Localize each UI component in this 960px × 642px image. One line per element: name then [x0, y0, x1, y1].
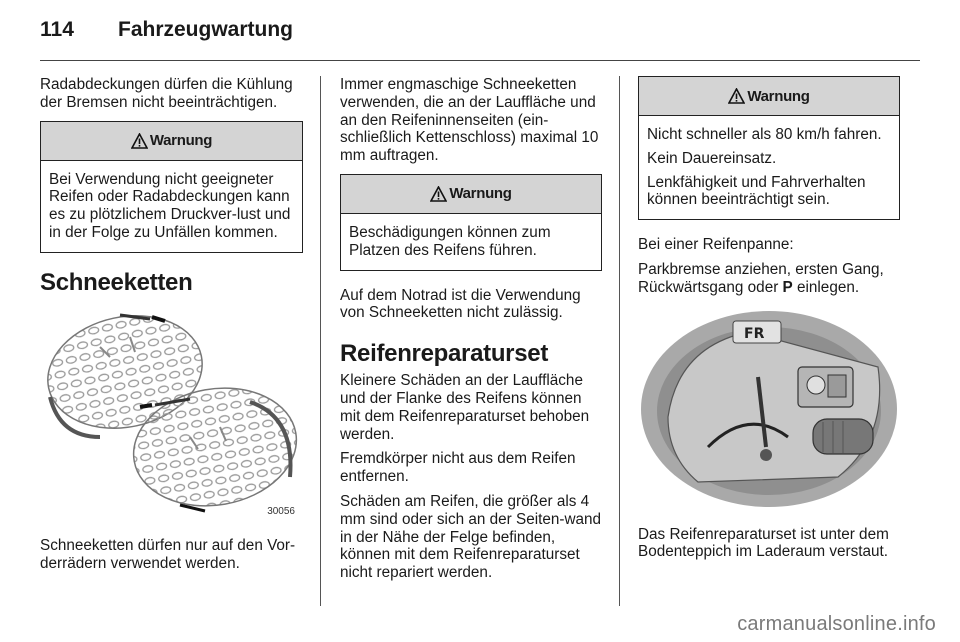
snow-chains-figure	[40, 307, 303, 521]
fr-label: FR	[744, 325, 765, 342]
repair-kit-illustration	[638, 307, 900, 512]
warning-line-2: Kein Dauereinsatz.	[647, 149, 777, 167]
repair-kit-paragraph-2: Fremdkörper nicht aus dem Reifen entfernen.	[340, 450, 576, 486]
column-2	[340, 76, 602, 589]
warning-line-1: Nicht schneller als 80 km/h fahren.	[647, 126, 882, 143]
warning-body	[341, 214, 601, 270]
instruction-text-after: einlegen.	[792, 278, 860, 296]
warning-header	[41, 122, 302, 161]
column-1	[40, 76, 303, 579]
repair-kit-paragraph-1: Kleinere Schäden an der Lauffläche und der Flanke des Reifens können mit dem Reifenreparaturset behoben werden.	[340, 372, 590, 443]
warning-line-3: Lenkfähigkeit und Fahrverhalten können beeinträchtigt sein.	[647, 173, 866, 209]
warning-box-3	[638, 76, 900, 220]
warning-text: Beschädigungen können zum Platzen des Reifens führen.	[349, 223, 551, 259]
repair-kit-caption: Das Reifenreparaturset ist unter dem Bodenteppich im Laderaum verstaut.	[638, 525, 889, 561]
warning-header	[639, 77, 899, 116]
warning-title: Warnung	[449, 185, 512, 203]
warning-triangle-icon	[728, 88, 745, 104]
warning-body	[41, 161, 302, 252]
spare-wheel-paragraph: Auf dem Notrad ist die Verwendung von Schneeketten nicht zulässig.	[340, 286, 581, 322]
section-title-schneeketten: Schneeketten	[40, 268, 193, 296]
instruction-text-before: Parkbremse anziehen, ersten Gang, Rückwärtsgang oder	[638, 260, 884, 296]
warning-triangle-icon	[131, 133, 148, 149]
gear-key-p: P	[782, 278, 793, 296]
warning-text: Bei Verwendung nicht geeigneter Reifen oder Radabdeckungen kann es zu plötzlichem Druckver-lust und in der Folge zu Unfällen kommen.	[49, 170, 291, 241]
watermark: carmanualsonline.info	[737, 613, 936, 635]
header-rule	[40, 60, 920, 61]
chains-paragraph: Immer engmaschige Schneeketten verwenden, die an der Lauffläche und an den Reifeninnenseiten (ein-schließlich Kettenschloss) maximal 10 mm auftragen.	[340, 76, 599, 165]
warning-box-2	[340, 174, 602, 271]
flat-tyre-heading: Bei einer Reifenpanne:	[638, 236, 794, 254]
intro-paragraph: Radabdeckungen dürfen die Kühlung der Bremsen nicht beeinträchtigen.	[40, 76, 293, 111]
warning-title: Warnung	[149, 132, 213, 150]
column-divider-2	[619, 76, 620, 606]
warning-body	[639, 116, 899, 219]
repair-kit-paragraph-3: Schäden am Reifen, die größer als 4 mm sind oder sich an der Seiten-wand in der Nähe der Felge befinden, können mit dem Reifenreparaturset nicht repariert werden.	[340, 492, 602, 582]
page-number: 114	[40, 18, 74, 41]
column-3	[638, 76, 900, 568]
warning-box-1	[40, 121, 303, 253]
column-divider-1	[320, 76, 321, 606]
warning-title: Warnung	[747, 87, 810, 105]
snow-chains-caption: Schneeketten dürfen nur auf den Vor-derrädern verwendet werden.	[40, 536, 296, 572]
snow-chains-illustration	[40, 307, 303, 521]
repair-kit-figure	[638, 307, 900, 512]
warning-header	[341, 175, 601, 214]
figure-number: 30056	[267, 505, 295, 517]
chapter-title: Fahrzeugwartung	[118, 18, 294, 41]
section-title-reifenreparaturset: Reifenreparaturset	[340, 340, 549, 368]
flat-tyre-instruction	[638, 261, 900, 297]
warning-triangle-icon	[430, 186, 447, 202]
